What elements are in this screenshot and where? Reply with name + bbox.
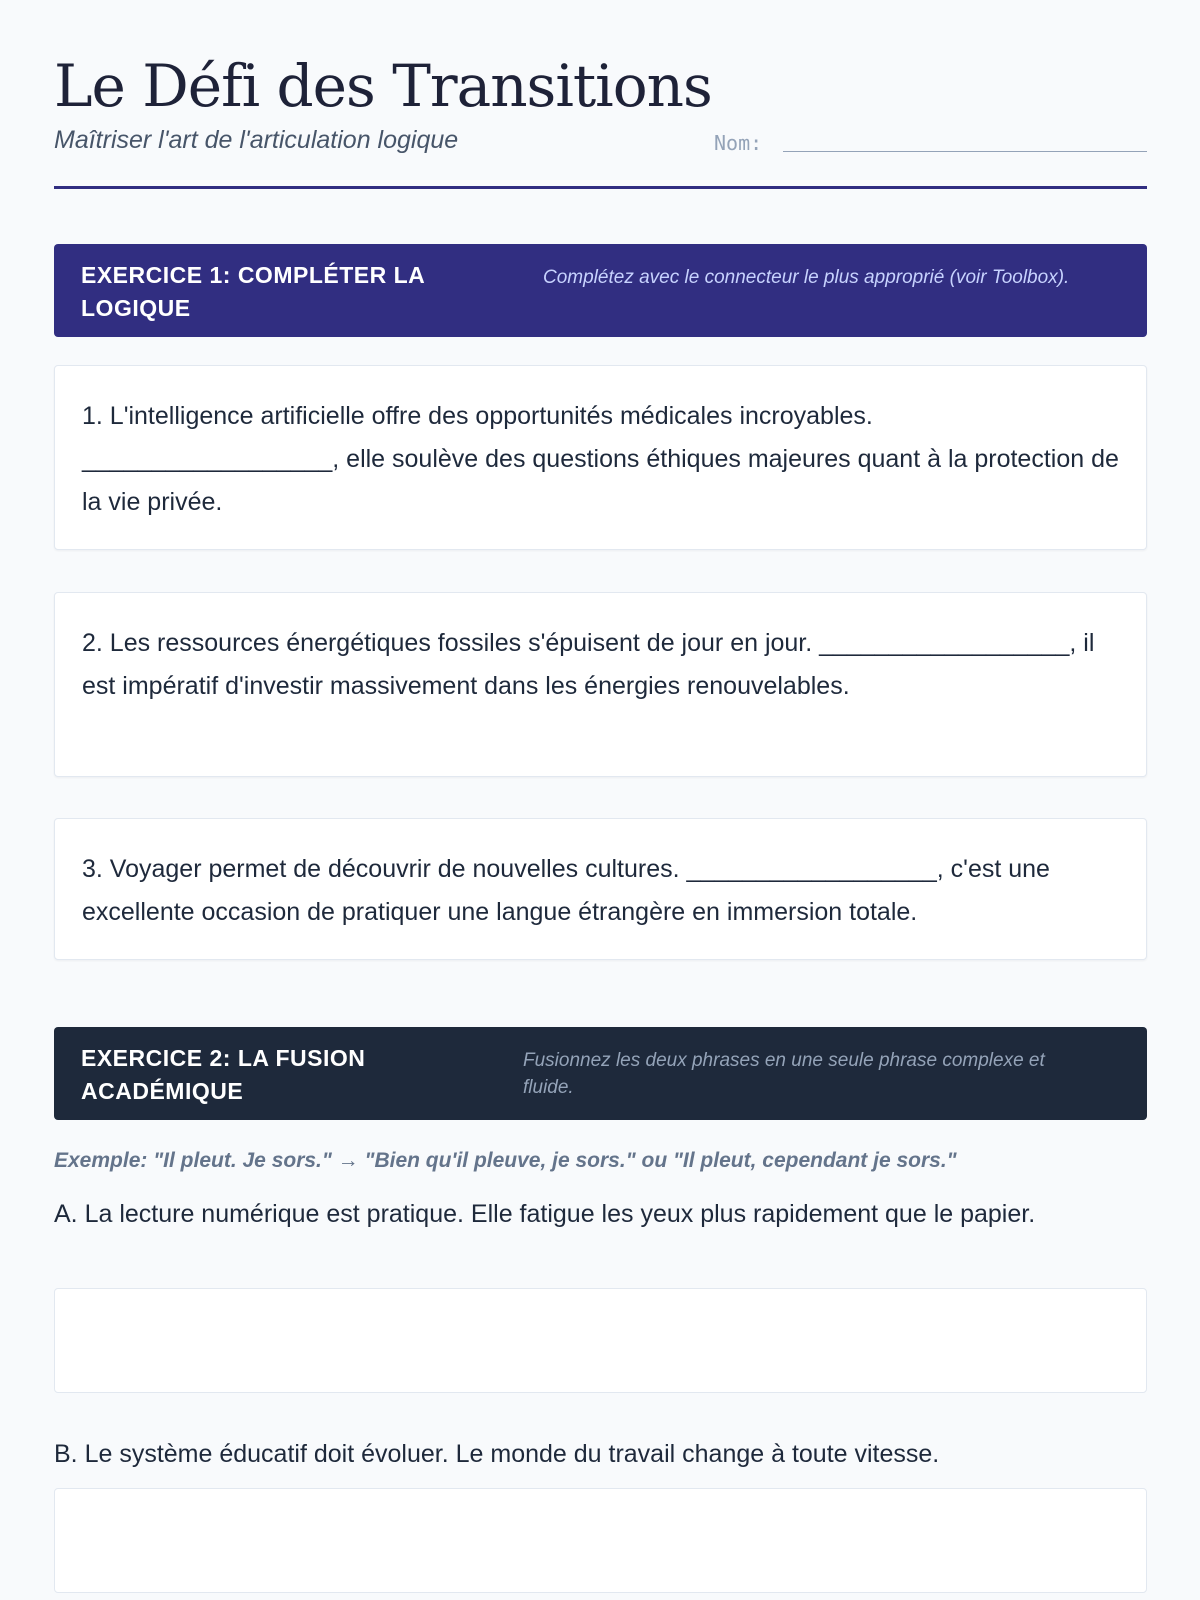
header-divider — [54, 186, 1147, 189]
exercise2-example: Exemple: "Il pleut. Je sors." → "Bien qu'il pleuve, je sors." ou "Il pleut, cependant je sors." — [54, 1149, 957, 1172]
name-field[interactable] — [783, 151, 1147, 152]
exercise2-prompt-a: A. La lecture numérique est pratique. Elle fatigue les yeux plus rapidement que le papier. — [54, 1200, 1036, 1228]
page-subtitle: Maîtriser l'art de l'articulation logique — [54, 126, 459, 154]
name-label: Nom: — [714, 131, 763, 155]
exercise1-item[interactable]: 2. Les ressources énergétiques fossiles s'épuisent de jour en jour. __________________, il est impératif d'investir massivement dans les énergies renouvelables. — [54, 592, 1147, 777]
exercise1-title: EXERCICE 1: COMPLÉTER LA LOGIQUE — [81, 262, 425, 321]
exercise2-instructions: Fusionnez les deux phrases en une seule phrase complexe et fluide. — [523, 1050, 1045, 1098]
exercise2-title: EXERCICE 2: LA FUSION ACADÉMIQUE — [81, 1045, 366, 1104]
answer-box-b[interactable] — [54, 1488, 1147, 1593]
exercise1-item[interactable]: 1. L'intelligence artificielle offre des opportunités médicales incroyables. __________________, elle soulève des questions éthiques majeures quant à la protection de la vie privée. — [54, 365, 1147, 550]
page-title: Le Défi des Transitions — [54, 52, 712, 120]
answer-box-a[interactable] — [54, 1288, 1147, 1393]
exercise2-prompt-b: B. Le système éducatif doit évoluer. Le monde du travail change à toute vitesse. — [54, 1440, 940, 1468]
exercise1-header — [54, 244, 1147, 337]
exercise1-instructions: Complétez avec le connecteur le plus approprié (voir Toolbox). — [543, 267, 1070, 288]
exercise1-item[interactable]: 3. Voyager permet de découvrir de nouvelles cultures. __________________, c'est une excellente occasion de pratiquer une langue étrangère en immersion totale. — [54, 818, 1147, 960]
exercise2-header — [54, 1027, 1147, 1120]
